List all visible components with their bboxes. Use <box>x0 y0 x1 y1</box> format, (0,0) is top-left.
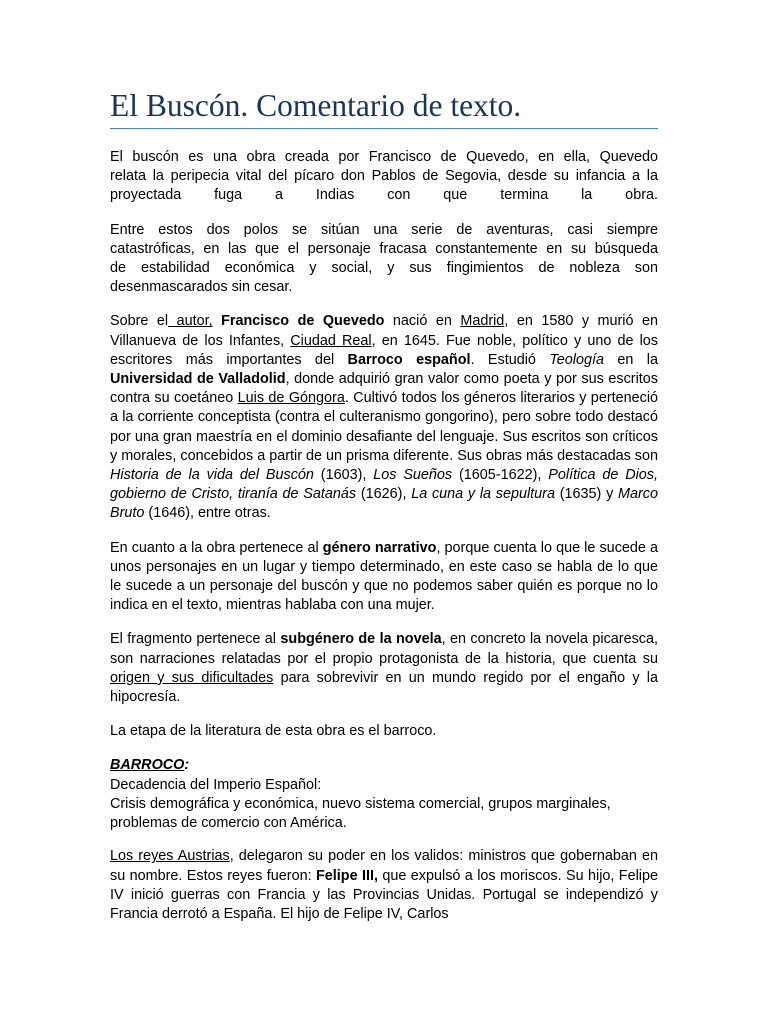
gongora-link[interactable]: Luis de Góngora <box>237 390 345 407</box>
document-body <box>110 148 658 939</box>
work-title: Los Sueños <box>373 467 453 484</box>
paragraph-line: Entre estos dos polos se sitúan una serie de aventuras, casi siempre <box>110 221 658 238</box>
text-run: El fragmento pertenece al <box>110 631 281 648</box>
ciudad-real-link[interactable]: Ciudad Real <box>290 332 372 349</box>
work-title: Política de Dios, gobierno de Cristo, tiranía de Satanás <box>110 467 658 503</box>
text-run: en la <box>604 351 658 368</box>
teologia-italic: Teología <box>549 351 604 368</box>
barroco-espanol-bold: Barroco español <box>347 351 471 368</box>
barroco-heading-line <box>110 756 658 775</box>
text-run: para sobrevivir en un mundo regido por el engaño y la hipocresía. <box>110 669 658 706</box>
paragraph-line: relata la peripecia vital del pícaro don Pablos de Segovia, desde su infancia a la <box>110 168 658 185</box>
subgenero-bold: subgénero de la novela <box>280 631 442 648</box>
work-title: Historia de la vida del Buscón <box>110 467 314 484</box>
text-run: . Cultivó todos los géneros literarios y perteneció a la corriente conceptista (contra el culteranismo gongorino), pero sobre todo destacó por una gran maestría en el dominio desafiante del lenguaje. Sus escritos son críticos y morales, concebidos a partir de un prisma diferente. Sus obras más destacadas son <box>110 390 659 464</box>
paragraph-austrias <box>110 847 658 924</box>
madrid-link[interactable]: Madrid <box>460 313 505 330</box>
work-title: La cuna y la sepultura <box>411 486 555 503</box>
text-run: que expulsó a los moriscos. Su hijo, Felipe IV inició guerras con Francia y las Provincias Unidas. Portugal se independizó y Francia derrotó a España. El hijo de Felipe IV, Carlos <box>110 867 658 922</box>
text-run: (1626), <box>356 486 412 503</box>
text-run <box>213 313 222 329</box>
paragraph-aventuras <box>110 221 658 298</box>
text-run: , en 1645. Fue noble, político y uno de los escritores más importantes del <box>110 332 658 368</box>
text-run: (1635) y <box>554 486 619 503</box>
genero-narrativo-bold: género narrativo <box>322 539 437 556</box>
text-run: , donde adquirió gran valor como poeta y por sus escritos contra su coetáneo <box>110 371 658 407</box>
felipe-iii-bold: Felipe III, <box>316 867 378 884</box>
paragraph-line: proyectada fuga a Indias con que termina la obra. <box>110 187 658 204</box>
reyes-austrias-link[interactable]: Los reyes Austrias <box>110 848 230 865</box>
barroco-colon: : <box>184 757 190 774</box>
text-run: , en concreto la novela picaresca, son narraciones relatadas por el propio protagonista de la historia, que cuenta su <box>110 631 658 667</box>
paragraph-subgenero <box>110 630 658 707</box>
text-run: En cuanto a la obra pertenece al <box>110 539 323 556</box>
text-run: , porque cuenta lo que le sucede a unos personajes en un lugar y tiempo determinado, en este caso se habla de lo que le sucede a un personaje del buscón y que no podemos saber quién es porque no lo indica en el texto, mientras hablaba con una mujer. <box>110 539 659 614</box>
barroco-line: problemas de comercio con América. <box>110 815 347 832</box>
paragraph-line: El buscón es una obra creada por Francisco de Quevedo, en ella, Quevedo <box>110 149 658 165</box>
text-run: nació en <box>384 313 461 330</box>
author-name: Francisco de Quevedo <box>221 313 385 330</box>
text-run: (1605-1622), <box>452 467 549 484</box>
work-title: Marco Bruto <box>110 486 658 522</box>
title-underline-rule <box>110 128 658 129</box>
barroco-line: Crisis demográfica y económica, nuevo sistema comercial, grupos marginales, <box>110 795 611 812</box>
paragraph-line: catastróficas, en las que el personaje fracasa constantemente en su búsqueda <box>110 240 658 257</box>
origen-link[interactable]: origen y sus dificultades <box>110 669 274 686</box>
spacer <box>110 833 658 847</box>
paragraph-autor <box>110 312 658 523</box>
paragraph-etapa: La etapa de la literatura de esta obra es el barroco. <box>110 723 437 740</box>
paragraph-line: desenmascarados sin cesar. <box>110 279 293 296</box>
text-run: . Estudió <box>470 351 550 368</box>
document-title: El Buscón. Comentario de texto. <box>110 88 522 123</box>
barroco-line: Decadencia del Imperio Español: <box>110 776 322 793</box>
paragraph-line: de estabilidad económica y social, y sus fingimientos de nobleza son <box>110 260 658 277</box>
autor-link[interactable]: autor, <box>168 313 213 330</box>
text-run: (1646), entre otras. <box>144 505 271 522</box>
paragraph-genero <box>110 539 658 616</box>
text-run: , en 1580 y murió en Villanueva de los Infantes, <box>110 313 658 349</box>
text-run: Sobre el <box>110 313 169 330</box>
universidad-bold: Universidad de Valladolid <box>110 371 286 388</box>
text-run: (1603), <box>313 467 374 484</box>
text-run: , delegaron su poder en los validos: ministros que gobernaban en su nombre. Estos reyes fueron: <box>110 848 658 884</box>
paragraph-intro <box>110 148 658 206</box>
barroco-heading: BARROCO <box>110 757 185 774</box>
